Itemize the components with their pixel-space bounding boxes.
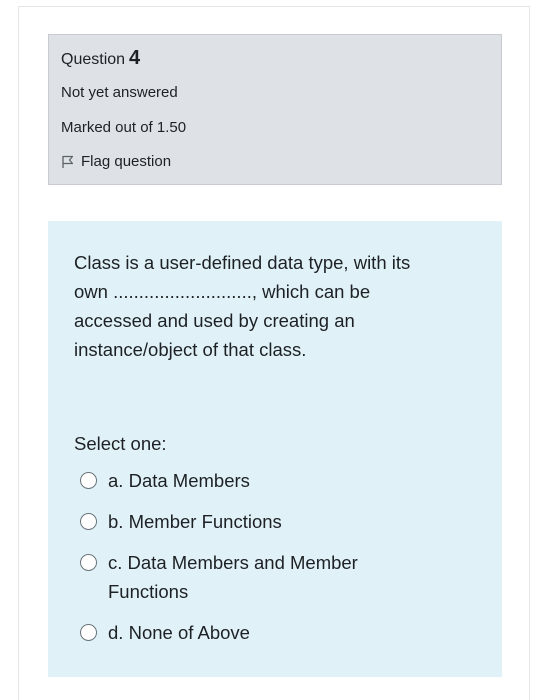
question-number: 4 xyxy=(129,47,141,69)
answer-option-c-text xyxy=(108,548,398,606)
answer-option-a[interactable] xyxy=(80,466,408,495)
answer-option-c[interactable] xyxy=(80,548,398,606)
question-text-line: instance/object of that class. xyxy=(74,339,307,360)
option-letter: a. xyxy=(108,470,124,491)
option-letter: d. xyxy=(108,622,124,643)
option-label: None of Above xyxy=(128,622,250,643)
option-label: Data Members xyxy=(128,470,250,491)
radio-button-c[interactable] xyxy=(80,554,97,571)
option-label: Data Members and Member Functions xyxy=(108,552,358,602)
answer-option-b[interactable] xyxy=(80,507,408,536)
radio-button-b[interactable] xyxy=(80,513,97,530)
question-label: Question xyxy=(61,51,126,68)
question-grade: Marked out of 1.50 xyxy=(61,119,187,136)
select-one-prompt: Select one: xyxy=(74,433,167,454)
question-text-line: own ..........................., which can be xyxy=(74,281,371,302)
flag-question-link[interactable] xyxy=(61,153,171,170)
answer-option-d[interactable] xyxy=(80,618,408,647)
question-state: Not yet answered xyxy=(61,84,178,101)
answer-option-a-text xyxy=(108,466,408,495)
question-formulation xyxy=(48,221,502,677)
question-text-line: Class is a user-defined data type, with its xyxy=(74,252,411,273)
option-letter: c. xyxy=(108,552,123,573)
flag-question-label: Flag question xyxy=(81,153,172,170)
radio-button-a[interactable] xyxy=(80,472,97,489)
option-label: Member Functions xyxy=(128,511,282,532)
question-text xyxy=(74,248,474,364)
answer-option-d-text xyxy=(108,618,408,647)
question-info-panel xyxy=(48,34,502,185)
flag-icon xyxy=(61,155,75,169)
option-letter: b. xyxy=(108,511,124,532)
answer-option-b-text xyxy=(108,507,408,536)
question-heading xyxy=(61,47,140,70)
radio-button-d[interactable] xyxy=(80,624,97,641)
question-text-line: accessed and used by creating an xyxy=(74,310,355,331)
